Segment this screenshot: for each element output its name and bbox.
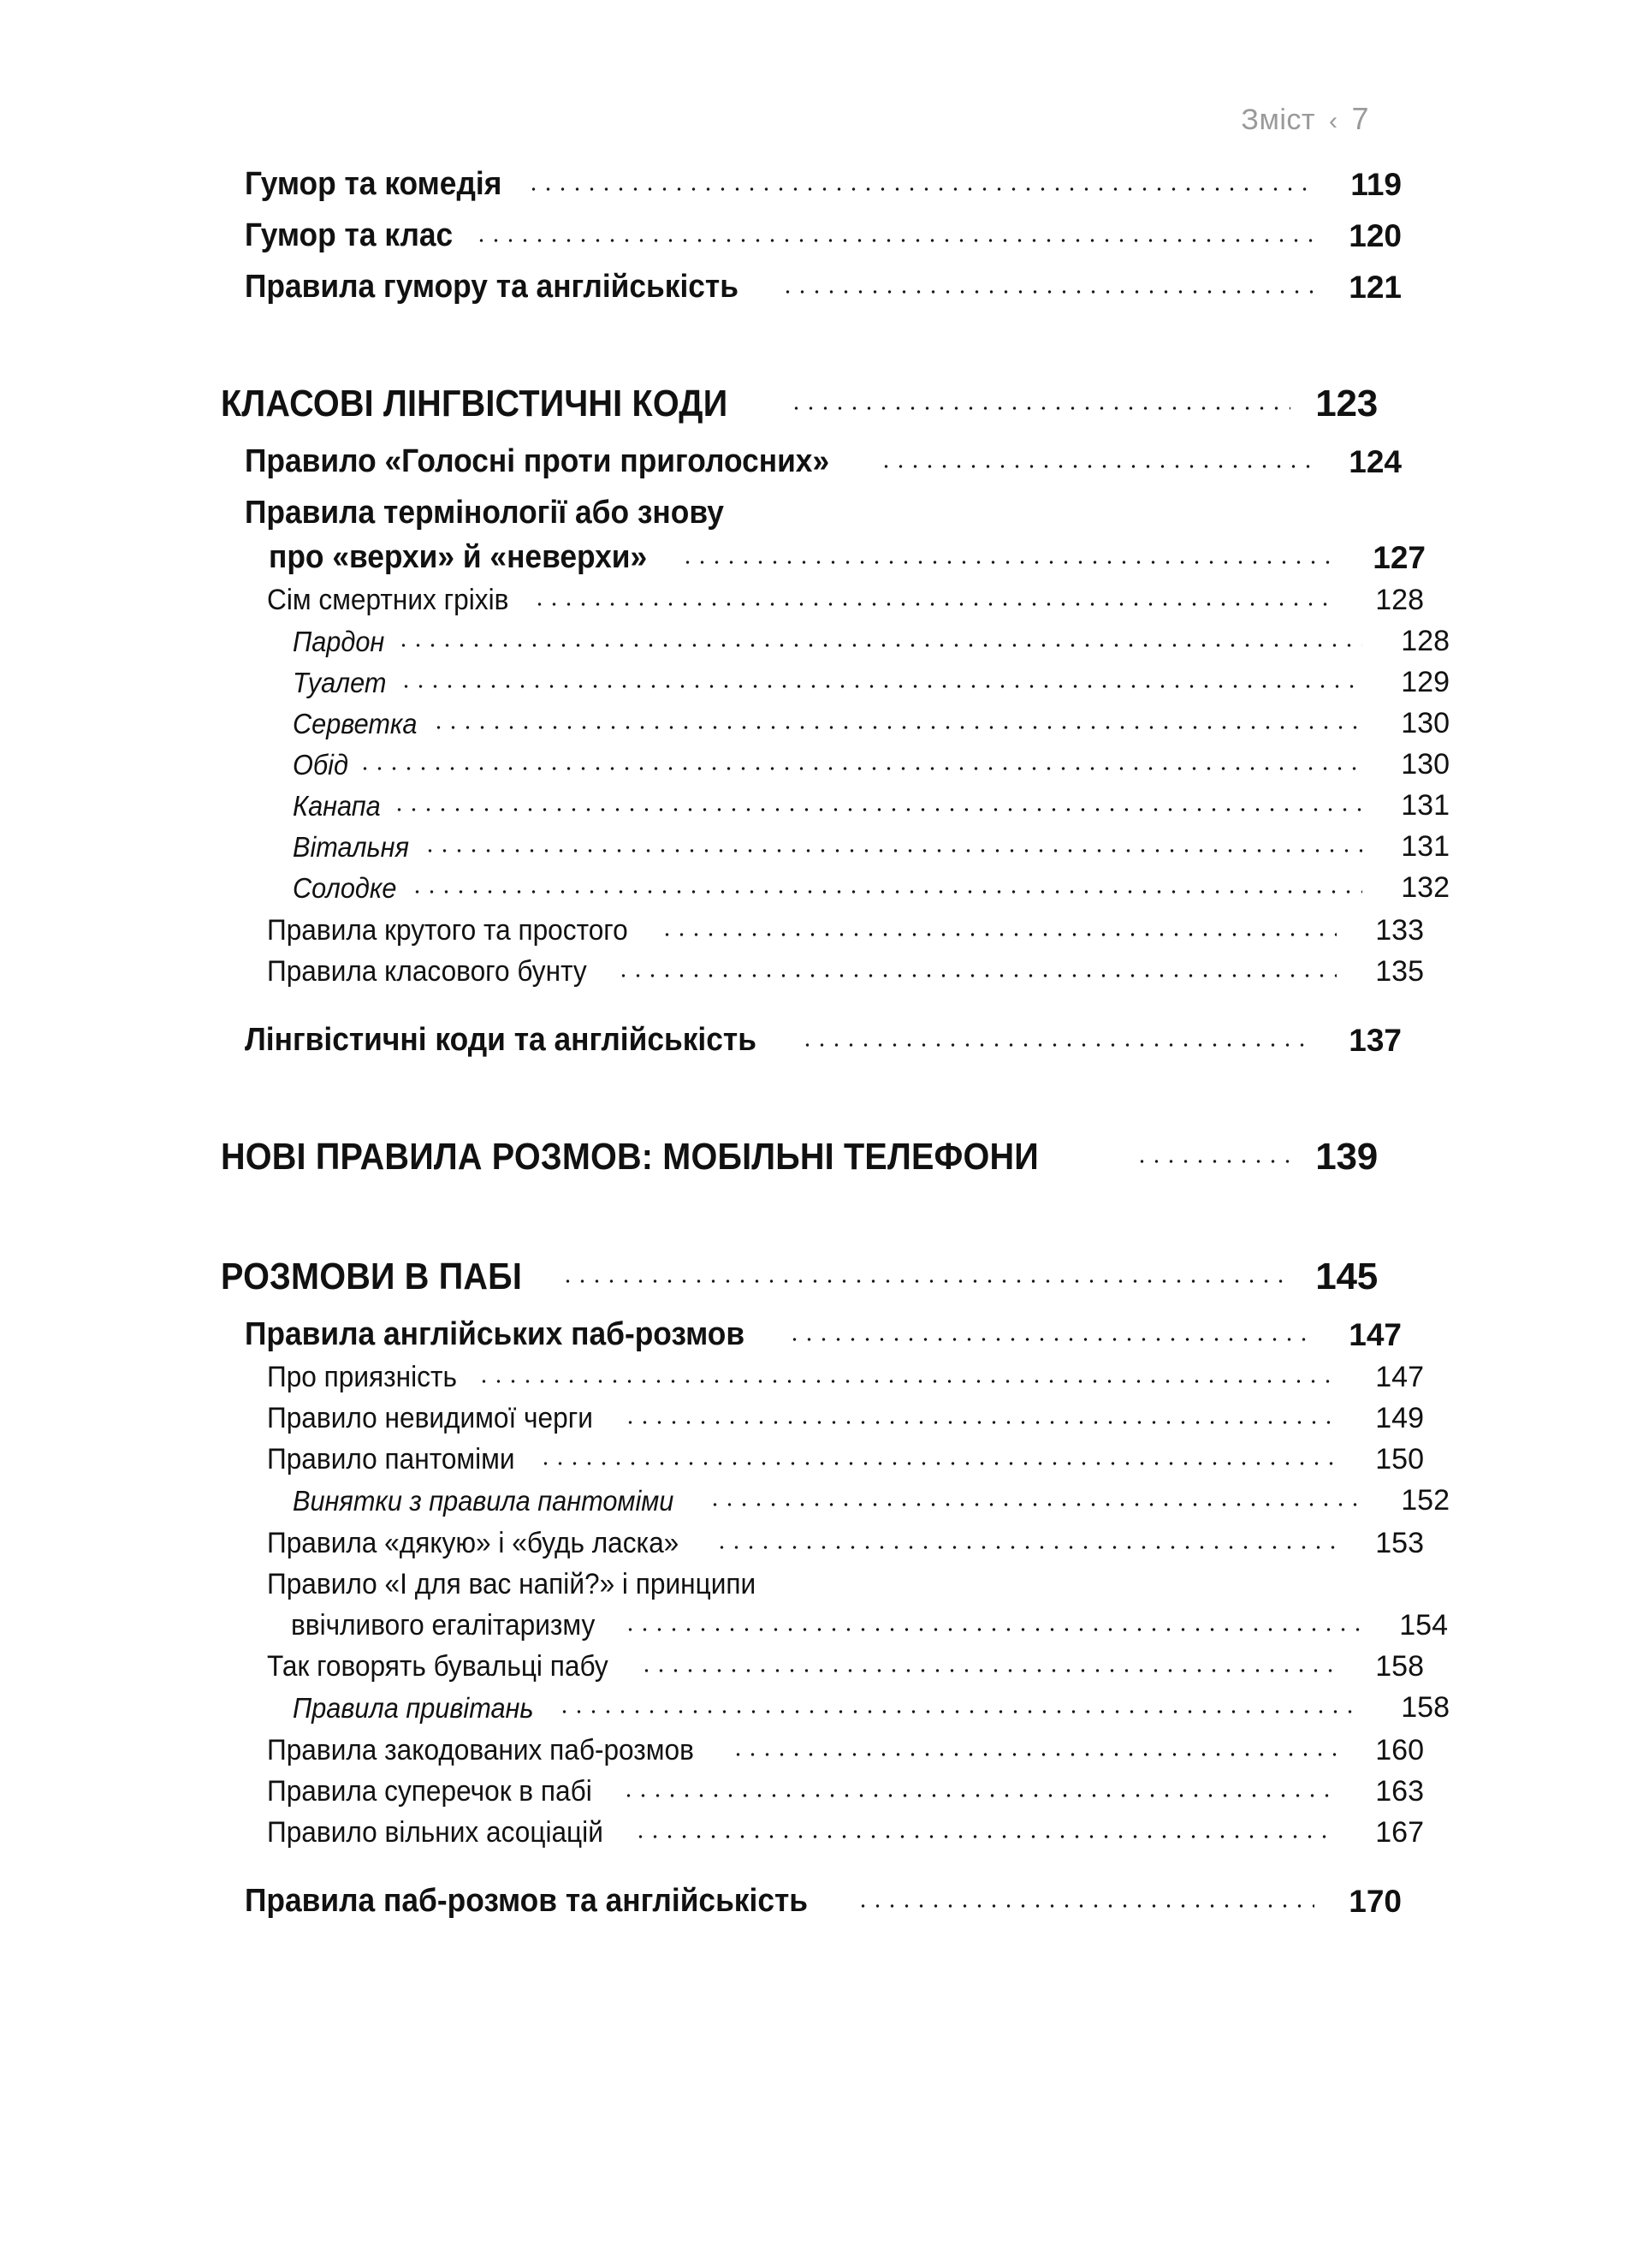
- dot-leader: [399, 668, 1362, 697]
- dot-leader: [477, 1363, 1337, 1392]
- toc-entry[interactable]: [267, 585, 1424, 614]
- toc-entry-title: Гумор та клас: [245, 217, 454, 253]
- dot-leader: [708, 1487, 1362, 1515]
- toc-entry-title: Про приязність: [267, 1361, 457, 1393]
- toc-entry-page-number: 124: [1349, 444, 1402, 479]
- toc-entry[interactable]: [293, 1693, 1450, 1722]
- toc-entry-title: Правила класового бунту: [267, 955, 587, 988]
- toc-entry-title: НОВІ ПРАВИЛА РОЗМОВ: МОБІЛЬНІ ТЕЛЕФОНИ: [221, 1136, 1039, 1178]
- toc-entry-page-number: 145: [1315, 1256, 1378, 1297]
- toc-entry-page-number: 137: [1349, 1023, 1402, 1058]
- toc-entry[interactable]: [269, 541, 1426, 573]
- spacer: [221, 656, 1378, 668]
- dot-leader: [660, 916, 1337, 945]
- spacer: [221, 614, 1378, 626]
- dot-leader: [780, 270, 1314, 303]
- toc-entry-title: Правило вільних асоціацій: [267, 1816, 603, 1849]
- toc-entry[interactable]: [293, 709, 1450, 738]
- dot-leader: [623, 1611, 1361, 1640]
- toc-entry-page-number: 131: [1401, 789, 1450, 822]
- toc-entry-title: Гумор та комедія: [245, 166, 502, 202]
- toc-entry[interactable]: [293, 626, 1450, 656]
- running-header-page-number: 7: [1351, 101, 1369, 136]
- toc-entry-title: Сім смертних гріхів: [267, 584, 509, 616]
- dot-leader: [392, 792, 1362, 820]
- toc-entry-title: Лінгвістичні коди та англійськість: [245, 1022, 756, 1058]
- dot-leader: [856, 1885, 1314, 1917]
- toc-entry-title: Правила термінології або знову: [245, 495, 724, 531]
- toc-entry[interactable]: [293, 1486, 1450, 1515]
- dot-leader: [358, 751, 1362, 779]
- spacer: [221, 1474, 1378, 1486]
- spacer: [221, 820, 1378, 832]
- toc-entry-page-number: 121: [1349, 270, 1402, 305]
- toc-entry-page-number: 133: [1375, 914, 1424, 947]
- toc-entry-page-number: 131: [1401, 830, 1450, 863]
- toc-entry[interactable]: [245, 219, 1402, 252]
- toc-entry-page-number: 163: [1375, 1775, 1424, 1808]
- spacer: [221, 1176, 1378, 1258]
- spacer: [221, 478, 1378, 496]
- dot-leader: [410, 874, 1362, 902]
- toc-entry-page-number: 128: [1375, 584, 1424, 616]
- toc-entry[interactable]: [267, 1529, 1424, 1558]
- dot-leader: [731, 1736, 1337, 1765]
- toc-entry-page-number: 123: [1315, 383, 1378, 425]
- spacer: [221, 1681, 1378, 1693]
- toc-entry-page-number: 135: [1375, 955, 1424, 988]
- toc-entry-title-continued: ввічливого егалітаризму: [291, 1609, 596, 1642]
- toc-entry-title: Пардон: [293, 626, 385, 657]
- toc-entry-page-number: 170: [1349, 1884, 1402, 1919]
- spacer: [221, 986, 1378, 1024]
- dot-leader: [532, 585, 1337, 614]
- spacer: [221, 1056, 1378, 1138]
- toc-entry-title: Туалет: [293, 667, 387, 698]
- toc-entry-page-number: 130: [1401, 707, 1450, 739]
- toc-entry-line[interactable]: [245, 496, 1402, 529]
- dot-leader: [715, 1529, 1337, 1558]
- toc-entry[interactable]: [267, 957, 1424, 986]
- toc-entry-title: Обід: [293, 749, 348, 781]
- toc-entry-page-number: 158: [1401, 1691, 1450, 1724]
- running-header: [1241, 101, 1369, 137]
- toc-entry-title: Правила англійських паб-розмов: [245, 1316, 745, 1352]
- dot-leader: [633, 1818, 1337, 1847]
- toc-entry[interactable]: [293, 873, 1450, 902]
- dot-leader: [680, 541, 1338, 573]
- dot-leader: [616, 957, 1337, 986]
- dot-leader: [789, 385, 1290, 423]
- toc-part-heading[interactable]: [221, 385, 1378, 423]
- toc-entry-page-number: 153: [1375, 1527, 1424, 1559]
- toc-entry-title: Правила закодованих паб-розмов: [267, 1734, 694, 1766]
- toc-entry-page-number: 154: [1399, 1609, 1448, 1642]
- dot-leader: [561, 1258, 1290, 1296]
- toc-entry[interactable]: [267, 1445, 1424, 1474]
- dot-leader: [423, 833, 1362, 861]
- toc-entry-page-number: 150: [1375, 1443, 1424, 1475]
- toc-entry[interactable]: [245, 168, 1402, 200]
- toc-entry[interactable]: [293, 750, 1450, 779]
- toc-entry[interactable]: [267, 1652, 1424, 1681]
- toc-entry-page-number: 120: [1349, 218, 1402, 253]
- toc-entry-title: Винятки з правила пантоміми: [293, 1485, 674, 1517]
- toc-entry[interactable]: [267, 1736, 1424, 1765]
- dot-leader: [474, 219, 1314, 252]
- spacer: [221, 1847, 1378, 1885]
- spacer: [221, 423, 1378, 445]
- toc-entry-page-number: 127: [1373, 540, 1426, 575]
- toc-part-heading[interactable]: [221, 1258, 1378, 1296]
- toc-entry[interactable]: [267, 1404, 1424, 1433]
- dot-leader: [1135, 1138, 1290, 1176]
- toc-entry-page-number: 130: [1401, 748, 1450, 781]
- toc-entry[interactable]: [267, 1363, 1424, 1392]
- toc-entry-title: РОЗМОВИ В ПАБІ: [221, 1256, 522, 1297]
- dot-leader: [623, 1404, 1337, 1433]
- toc-entry-title: Правило пантоміми: [267, 1443, 515, 1475]
- dot-leader: [526, 168, 1314, 200]
- toc-entry-page-number: 139: [1315, 1136, 1378, 1178]
- toc-entry-page-number: 132: [1401, 871, 1450, 904]
- toc-entry-title: Правила гумору та англійськість: [245, 269, 738, 305]
- toc-entry[interactable]: [293, 832, 1450, 861]
- dot-leader: [396, 627, 1362, 656]
- dot-leader: [800, 1024, 1314, 1056]
- toc-entry-page-number: 119: [1350, 167, 1402, 202]
- spacer: [221, 252, 1378, 270]
- toc-entry-page-number: 147: [1349, 1317, 1402, 1352]
- toc-entry-page-number: 149: [1375, 1402, 1424, 1434]
- dot-leader: [557, 1694, 1362, 1722]
- spacer: [221, 697, 1378, 709]
- toc-entry-page-number: 147: [1375, 1361, 1424, 1393]
- toc-entry-page-number: 152: [1401, 1484, 1450, 1517]
- toc-entry-page-number: 129: [1401, 666, 1450, 698]
- toc-entry[interactable]: [245, 1885, 1402, 1917]
- dot-leader: [538, 1445, 1337, 1474]
- chevron-left-icon: ‹: [1328, 107, 1338, 135]
- toc-entry-title-continued: про «верхи» й «неверхи»: [269, 539, 648, 575]
- toc-entry-title: Канапа: [293, 790, 381, 822]
- dot-leader: [879, 445, 1314, 478]
- dot-leader: [621, 1777, 1337, 1806]
- spacer: [221, 861, 1378, 873]
- toc-entry-title: Правило «І для вас напій?» і принципи: [267, 1568, 756, 1600]
- spacer: [221, 779, 1378, 791]
- toc-entry[interactable]: [245, 1318, 1402, 1351]
- toc-entry-page-number: 128: [1401, 625, 1450, 657]
- running-header-label: Зміст: [1241, 104, 1315, 136]
- dot-leader: [639, 1652, 1337, 1681]
- toc-entry[interactable]: [291, 1611, 1448, 1640]
- toc-entry[interactable]: [245, 1024, 1402, 1056]
- toc-entry-title: КЛАСОВІ ЛІНГВІСТИЧНІ КОДИ: [221, 383, 728, 425]
- toc-entry-title: Вітальня: [293, 831, 409, 863]
- toc-entry[interactable]: [267, 1777, 1424, 1806]
- toc-entry-title: Так говорять бувальці пабу: [267, 1650, 608, 1683]
- spacer: [221, 200, 1378, 219]
- toc-entry-title: Правила привітань: [293, 1692, 534, 1724]
- spacer: [221, 1296, 1378, 1318]
- toc-entry-page-number: 160: [1375, 1734, 1424, 1766]
- spacer: [221, 738, 1378, 750]
- dot-leader: [431, 709, 1362, 738]
- toc-entry[interactable]: [267, 1818, 1424, 1847]
- toc-part-heading[interactable]: [221, 1138, 1378, 1176]
- toc-entry[interactable]: [293, 668, 1450, 697]
- toc-entry-title: Солодке: [293, 872, 397, 904]
- table-of-contents: [221, 166, 1450, 1919]
- toc-entry[interactable]: [267, 916, 1424, 945]
- toc-entry[interactable]: [245, 270, 1402, 303]
- toc-entry-line[interactable]: [267, 1570, 1424, 1599]
- toc-entry[interactable]: [293, 791, 1450, 820]
- toc-entry-page-number: 158: [1375, 1650, 1424, 1683]
- toc-entry-title: Правила «дякую» і «будь ласка»: [267, 1527, 679, 1559]
- toc-entry[interactable]: [245, 445, 1402, 478]
- toc-entry-title: Правило «Голосні проти приголосних»: [245, 443, 830, 479]
- toc-entry-title: Правила крутого та простого: [267, 914, 628, 947]
- toc-entry-title: Правила паб-розмов та англійськість: [245, 1883, 809, 1919]
- toc-entry-title: Правило невидимої черги: [267, 1402, 593, 1434]
- dot-leader: [787, 1318, 1314, 1351]
- toc-entry-title: Серветка: [293, 708, 418, 739]
- spacer: [221, 303, 1378, 385]
- toc-entry-page-number: 167: [1375, 1816, 1424, 1849]
- toc-entry-title: Правила суперечок в пабі: [267, 1775, 592, 1808]
